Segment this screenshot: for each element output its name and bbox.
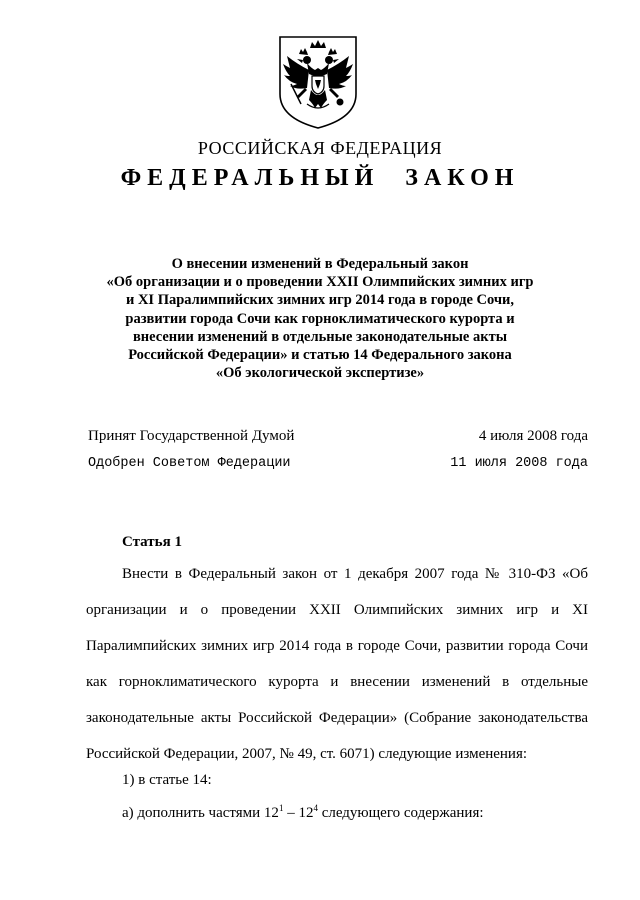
list-item-text: а) дополнить частями 12 (122, 805, 279, 821)
list-item-text: – 12 (283, 805, 314, 821)
article-paragraph: Внести в Федеральный закон от 1 декабря 2007 года № 310-ФЗ «Об организации и о проведении XXII Олимпийских зимних игр и XI Паралимпийских зимних игр 2014 года в городе Сочи, развитии города Сочи как горноклиматического курорта и внесении изменений в отдельные законодательные акты Российской Федерации» (Собрание законодательства Российской Федерации, 2007, № 49, ст. 6071) следующие изменения: (86, 566, 588, 762)
council-approval-label: Одобрен Советом Федерации (88, 456, 291, 471)
law-title-line: «Об организации и о проведении XXII Олимпийских зимних игр (106, 274, 534, 291)
duma-adoption-label: Принят Государственной Думой (88, 428, 295, 444)
law-title-line: «Об экологической экспертизе» (215, 365, 425, 382)
superscript: 1 (278, 803, 284, 813)
law-title-line: Российской Федерации» и статью 14 Федерального закона (128, 347, 512, 364)
article-heading: Статья 1 (122, 534, 182, 550)
superscript: 4 (313, 803, 318, 813)
law-title-line: и XI Паралимпийских зимних игр 2014 года в городе Сочи, (125, 292, 515, 309)
council-approval-date: 11 июля 2008 года (450, 456, 588, 471)
list-item: 1) в статье 14: (122, 772, 212, 788)
document-type-heading: ФЕДЕРАЛЬНЫЙ ЗАКОН (120, 165, 520, 191)
state-name: РОССИЙСКАЯ ФЕДЕРАЦИЯ (197, 138, 443, 158)
duma-adoption-date: 4 июля 2008 года (478, 428, 588, 444)
russian-coat-of-arms-icon (277, 34, 359, 130)
law-title (80, 255, 560, 382)
list-item (122, 805, 484, 822)
law-title-line: О внесении изменений в Федеральный закон (171, 256, 469, 272)
law-title-line: развитии города Сочи как горноклиматического курорта и (125, 310, 515, 327)
law-title-line: внесении изменений в отдельные законодательные акты (132, 328, 508, 345)
list-item-text: следующего содержания: (317, 805, 484, 821)
